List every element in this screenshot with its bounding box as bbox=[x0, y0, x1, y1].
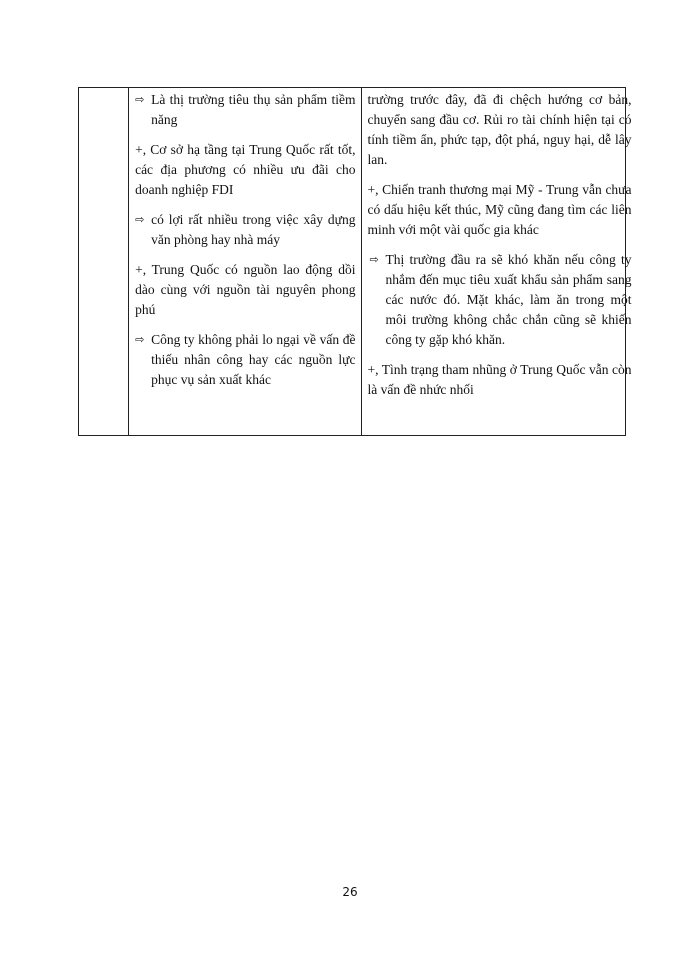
table-cell-strengths bbox=[129, 88, 361, 436]
table-cell-threats bbox=[361, 88, 632, 436]
table-cell-empty bbox=[79, 88, 129, 436]
analysis-table bbox=[78, 87, 632, 436]
arrow-item-text: Là thị trường tiêu thụ sản phẩm tiềm năng bbox=[151, 92, 356, 127]
right-arrow-icon: ⇨ bbox=[135, 93, 145, 106]
paragraph: +, Tình trạng tham nhũng ở Trung Quốc vẫn còn là vấn đề nhức nhối bbox=[367, 362, 632, 397]
right-arrow-icon: ⇨ bbox=[135, 333, 145, 346]
right-arrow-icon: ⇨ bbox=[369, 253, 379, 266]
right-arrow-icon: ⇨ bbox=[135, 213, 145, 226]
arrow-list-item bbox=[135, 210, 355, 250]
arrow-list-item bbox=[135, 330, 355, 390]
table-row bbox=[79, 88, 626, 436]
paragraph: trường trước đây, đã đi chệch hướng cơ bản, chuyển sang đầu cơ. Rủi ro tài chính hiện tại có tính tiềm ẩn, phức tạp, đột phá, nguy hại, dễ lây lan. bbox=[367, 92, 632, 167]
cell-content bbox=[129, 88, 360, 390]
paragraph: +, Trung Quốc có nguồn lao động dồi dào cùng với nguồn tài nguyên phong phú bbox=[135, 262, 356, 317]
cell-content bbox=[362, 88, 637, 400]
arrow-item-text: Công ty không phải lo ngại về vấn đề thiếu nhân công hay các nguồn lực phục vụ sản xuất khác bbox=[151, 332, 356, 387]
arrow-list-item bbox=[135, 90, 355, 130]
page-number: 26 bbox=[342, 885, 358, 899]
paragraph: +, Cơ sở hạ tầng tại Trung Quốc rất tốt, các địa phương có nhiều ưu đãi cho doanh nghiệp FDI bbox=[135, 142, 356, 197]
arrow-list-item bbox=[370, 250, 632, 350]
arrow-item-text: Thị trường đầu ra sẽ khó khăn nếu công ty nhắm đến mục tiêu xuất khẩu sản phẩm sang các nước đó. Mặt khác, làm ăn trong một môi trường không chắc chắn cũng sẽ khiến công ty gặp khó khăn. bbox=[385, 252, 632, 347]
paragraph: +, Chiến tranh thương mại Mỹ - Trung vẫn chưa có dấu hiệu kết thúc, Mỹ cũng đang tìm các liên minh với một vài quốc gia khác bbox=[367, 182, 632, 237]
arrow-item-text: có lợi rất nhiều trong việc xây dựng văn phòng hay nhà máy bbox=[151, 212, 356, 247]
